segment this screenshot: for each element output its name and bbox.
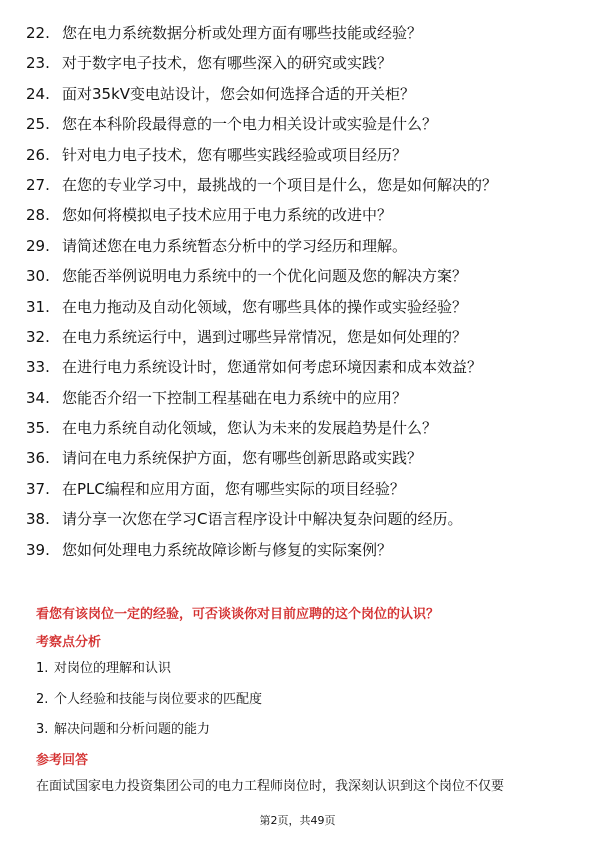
question-text: 您能否举例说明电力系统中的一个优化问题及您的解决方案？ xyxy=(62,267,468,286)
question-item xyxy=(26,387,571,409)
question-number: 34. xyxy=(26,388,50,407)
question-text: 面对35kV变电站设计，您会如何选择合适的开关柜？ xyxy=(62,84,416,103)
question-text: 您能否介绍一下控制工程基础在电力系统中的应用？ xyxy=(62,388,408,407)
point-number: 3. xyxy=(36,722,49,737)
question-item xyxy=(26,296,571,318)
question-text: 请分享一次您在学习C语言程序设计中解决复杂问题的经历。 xyxy=(62,510,463,529)
question-item xyxy=(26,22,571,44)
reference-heading: 参考回答 xyxy=(36,753,89,768)
question-text: 在电力系统自动化领域，您认为未来的发展趋势是什么？ xyxy=(62,419,438,438)
question-text: 在PLC编程和应用方面，您有哪些实际的项目经验？ xyxy=(62,479,405,498)
question-item xyxy=(26,478,571,500)
question-text: 您如何处理电力系统故障诊断与修复的实际案例？ xyxy=(62,540,393,559)
question-number: 39. xyxy=(26,540,50,559)
analysis-points xyxy=(36,660,566,752)
question-number: 36. xyxy=(26,449,50,468)
question-text: 您在本科阶段最得意的一个电力相关设计或实验是什么？ xyxy=(62,115,438,134)
point-text: 对岗位的理解和认识 xyxy=(54,661,172,676)
question-number: 38. xyxy=(26,510,50,529)
question-text: 请问在电力系统保护方面，您有哪些创新思路或实践？ xyxy=(62,449,423,468)
reference-answer-text: 在面试国家电力投资集团公司的电力工程师岗位时，我深刻认识到这个岗位不仅要 xyxy=(36,779,505,794)
question-item xyxy=(26,235,571,257)
question-text: 您如何将模拟电子技术应用于电力系统的改进中？ xyxy=(62,206,393,225)
question-number: 35. xyxy=(26,419,50,438)
question-item xyxy=(26,204,571,226)
question-number: 25. xyxy=(26,115,50,134)
question-text: 在电力拖动及自动化领域，您有哪些具体的操作或实验经验？ xyxy=(62,297,468,316)
question-text: 请简述您在电力系统暂态分析中的学习经历和理解。 xyxy=(62,236,408,255)
question-item xyxy=(26,265,571,287)
question-number: 23. xyxy=(26,54,50,73)
question-number: 27. xyxy=(26,175,50,194)
question-text: 对于数字电子技术，您有哪些深入的研究或实践？ xyxy=(62,54,393,73)
analysis-point xyxy=(36,691,566,709)
question-item xyxy=(26,83,571,105)
question-item xyxy=(26,447,571,469)
question-item xyxy=(26,326,571,348)
point-number: 1. xyxy=(36,661,49,676)
question-item xyxy=(26,113,571,135)
point-number: 2. xyxy=(36,691,49,707)
question-number: 33. xyxy=(26,358,50,377)
question-item xyxy=(26,52,571,74)
question-number: 28. xyxy=(26,206,50,225)
question-item xyxy=(26,539,571,561)
question-text: 您在电力系统数据分析或处理方面有哪些技能或经验？ xyxy=(62,24,423,42)
question-list xyxy=(26,22,571,569)
question-number: 29. xyxy=(26,236,50,255)
question-item xyxy=(26,417,571,439)
question-number: 30. xyxy=(26,267,50,286)
question-item xyxy=(26,508,571,530)
question-item xyxy=(26,144,571,166)
question-number: 22. xyxy=(26,24,50,42)
question-number: 31. xyxy=(26,297,50,316)
question-text: 在您的专业学习中，最挑战的一个项目是什么，您是如何解决的？ xyxy=(62,175,498,194)
analysis-point xyxy=(36,721,566,739)
question-number: 37. xyxy=(26,479,50,498)
question-item xyxy=(26,174,571,196)
question-number: 26. xyxy=(26,145,50,164)
question-text: 在进行电力系统设计时，您通常如何考虑环境因素和成本效益？ xyxy=(62,358,483,377)
page-footer: 第2页，共49页 xyxy=(259,814,336,827)
point-text: 解决问题和分析问题的能力 xyxy=(54,722,211,737)
point-text: 个人经验和技能与岗位要求的匹配度 xyxy=(54,691,263,707)
question-number: 24. xyxy=(26,84,50,103)
question-item xyxy=(26,356,571,378)
analysis-heading: 考察点分析 xyxy=(36,635,102,650)
analysis-point xyxy=(36,660,566,678)
question-text: 在电力系统运行中，遇到过哪些异常情况，您是如何处理的？ xyxy=(62,327,468,346)
question-number: 32. xyxy=(26,327,50,346)
question-text: 针对电力电子技术，您有哪些实践经验或项目经历？ xyxy=(62,145,408,164)
highlight-question: 看您有该岗位一定的经验，可否谈谈你对目前应聘的这个岗位的认识？ xyxy=(36,607,440,622)
